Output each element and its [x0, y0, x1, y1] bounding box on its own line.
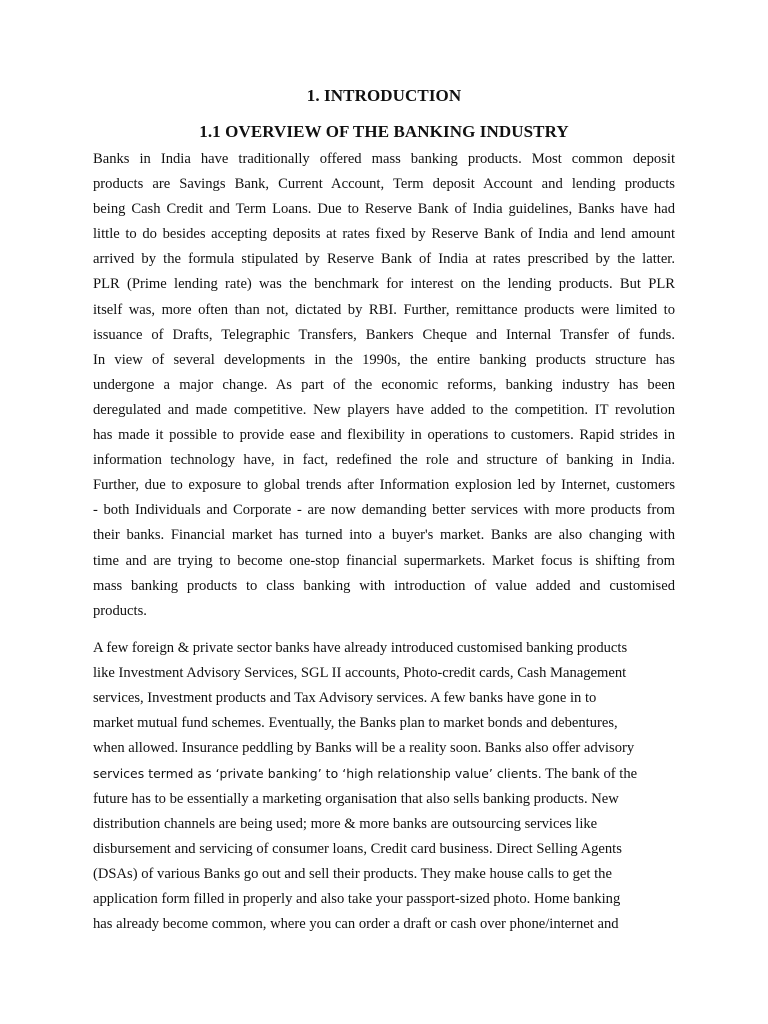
- paragraph-overview: [93, 147, 675, 624]
- private-banking-phrase: services termed as ‘private banking’ to ‘high relationship value’ clients.: [93, 766, 542, 782]
- text-line: - both Individuals and Corporate - are now demanding better services with more products from: [93, 502, 675, 519]
- text-line: little to do besides accepting deposits at rates fixed by Reserve Bank of India and lend amount: [93, 226, 675, 243]
- section-heading: 1.1 OVERVIEW OF THE BANKING INDUSTRY: [199, 122, 569, 141]
- text-line: services, Investment products and Tax Advisory services. A few banks have gone in to: [93, 690, 597, 707]
- text-line: arrived by the formula stipulated by Reserve Bank of India at rates prescribed by the latter.: [93, 251, 675, 268]
- text-line: undergone a major change. As part of the economic reforms, banking industry has been: [93, 376, 675, 393]
- text-line: time and are trying to become one-stop financial supermarkets. Market focus is shifting from: [93, 552, 675, 569]
- text-line: disbursement and servicing of consumer loans, Credit card business. Direct Selling Agents: [93, 840, 622, 857]
- text-line: products are Savings Bank, Current Account, Term deposit Account and lending products: [93, 176, 675, 193]
- text-line: A few foreign & private sector banks have already introduced customised banking products: [93, 640, 628, 656]
- text-line: their banks. Financial market has turned into a buyer's market. Banks are also changing with: [93, 527, 675, 544]
- paragraph-private-banking: [93, 636, 675, 937]
- text-line: deregulated and made competitive. New players have added to the competition. IT revolution: [93, 401, 675, 418]
- text-line: issuance of Drafts, Telegraphic Transfers, Bankers Cheque and Internal Transfer of funds.: [93, 326, 675, 343]
- text-line: In view of several developments in the 1990s, the entire banking products structure has: [93, 351, 675, 368]
- text-line: Banks in India have traditionally offered mass banking products. Most common deposit: [93, 151, 675, 167]
- text-line: Further, due to exposure to global trends after Information explosion led by Internet, customers: [93, 477, 675, 494]
- text-line: itself was, more often than not, dictated by RBI. Further, remittance products were limited to: [93, 301, 675, 318]
- text-line: market mutual fund schemes. Eventually, the Banks plan to market bonds and debentures,: [93, 715, 618, 732]
- text-line: when allowed. Insurance peddling by Banks will be a reality soon. Banks also offer advisory: [93, 740, 635, 757]
- text-line: information technology have, in fact, redefined the role and structure of banking in India.: [93, 452, 675, 469]
- text-line: like Investment Advisory Services, SGL II accounts, Photo-credit cards, Cash Management: [93, 665, 627, 682]
- text-line: products.: [93, 602, 147, 619]
- chapter-heading: 1. INTRODUCTION: [306, 86, 462, 105]
- text-line: being Cash Credit and Term Loans. Due to Reserve Bank of India guidelines, Banks have had: [93, 201, 675, 218]
- text-line-mixed-font: [93, 761, 675, 786]
- text-line: (DSAs) of various Banks go out and sell their products. They make house calls to get the: [93, 865, 612, 882]
- text-line: has made it possible to provide ease and flexibility in operations to customers. Rapid strides in: [93, 427, 675, 444]
- text-line: future has to be essentially a marketing organisation that also sells banking products. New: [93, 790, 619, 807]
- text-line: mass banking products to class banking with introduction of value added and customised: [93, 577, 675, 594]
- text-line: PLR (Prime lending rate) was the benchmark for interest on the lending products. But PLR: [93, 276, 675, 293]
- text-line: distribution channels are being used; more & more banks are outsourcing services like: [93, 815, 598, 832]
- text-line: application form filled in properly and also take your passport-sized photo. Home banking: [93, 890, 621, 907]
- text-line: has already become common, where you can order a draft or cash over phone/internet and: [93, 916, 619, 933]
- text-line-tail: The bank of the: [541, 766, 638, 783]
